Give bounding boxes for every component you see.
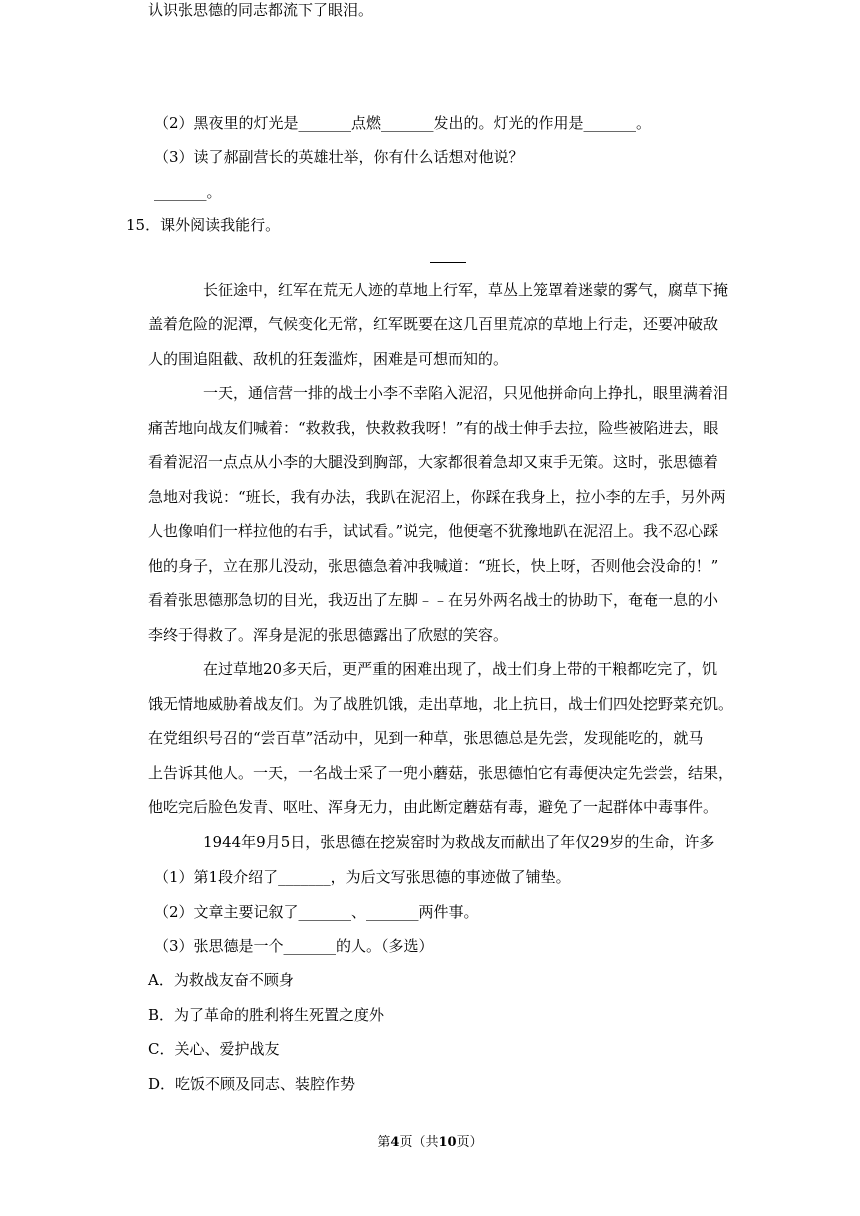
passage-line: 上告诉其他人。一天，一名战士采了一兜小蘑菇，张思德怕它有毒便决定先尝尝，结果， <box>148 764 734 782</box>
passage-line: 痛苦地向战友们喊着：“救救我，快救救我呀！”有的战士伸手去拉，险些被陷进去，眼 <box>148 419 719 437</box>
option-d[interactable]: D．吃饭不顾及同志、装腔作势 <box>148 1075 356 1093</box>
passage-line: 人也像咱们一样拉他的右手，试试看。”说完，他便毫不犹豫地趴在泥沼上。我不忍心踩 <box>148 522 719 540</box>
sub-question: （1）第1段介绍了_______，为后文写张思德的事迹做了铺垫。 <box>154 868 571 886</box>
question-15-heading: 15．课外阅读我能行。 <box>126 216 281 234</box>
passage-line: 他的身子，立在那儿没动，张思德急着冲我喊道：“班长，快上呀，否则他会没命的！” <box>148 557 719 575</box>
passage-line: 1944年9月5日，张思德在挖炭窑时为救战友而献出了年仅29岁的生命，许多 <box>203 833 715 851</box>
passage-line: 人的围追阻截、敌机的狂轰滥炸，困难是可想而知的。 <box>148 350 509 368</box>
footer-prefix: 第 <box>377 1135 391 1150</box>
passage-line: 认识张思德的同志都流下了眼泪。 <box>148 1 374 19</box>
passage-line: 在党组织号召的“尝百草”活动中，见到一种草，张思德总是先尝，发现能吃的，就马 <box>148 729 704 747</box>
passage-line: 长征途中，红军在荒无人迹的草地上行军，草丛上笼罩着迷蒙的雾气，腐草下掩 <box>203 281 729 299</box>
passage-line: 李终于得救了。浑身是泥的张思德露出了欣慰的笑容。 <box>148 626 509 644</box>
sub-question: （3）张思德是一个_______的人。（多选） <box>154 937 434 955</box>
question-14-2: （2）黑夜里的灯光是_______点燃_______发出的。灯光的作用是_______。 <box>154 114 652 132</box>
passage-line: 在过草地20多天后，更严重的困难出现了，战士们身上带的干粮都吃完了，饥 <box>203 660 718 678</box>
footer-mid: 页（共 <box>399 1135 439 1150</box>
passage-title-blank <box>430 262 466 263</box>
question-14-3-answer-blank: _______。 <box>154 183 222 201</box>
passage-line: 看着张思德那急切的目光，我迈出了左脚﹣﹣在另外两名战士的协助下，奄奄一息的小 <box>148 591 719 609</box>
page-footer <box>0 1134 860 1152</box>
footer-total-pages: 10 <box>438 1135 457 1150</box>
passage-line: 盖着危险的泥潭，气候变化无常，红军既要在这几百里荒凉的草地上行走，还要冲破敌 <box>148 315 719 333</box>
passage-line: 一天，通信营一排的战士小李不幸陷入泥沼，只见他拼命向上挣扎，眼里满着泪 <box>203 384 729 402</box>
sub-question: （2）文章主要记叙了_______、_______两件事。 <box>154 903 479 921</box>
passage-line: 看着泥沼一点点从小李的大腿没到胸部，大家都很着急却又束手无策。这时，张思德着 <box>148 453 719 471</box>
footer-suffix: 页） <box>456 1135 483 1150</box>
footer-page-number: 4 <box>390 1135 400 1150</box>
passage-line: 饿无情地威胁着战友们。为了战胜饥饿，走出草地，北上抗日，战士们四处挖野菜充饥。 <box>148 695 734 713</box>
passage-line: 他吃完后脸色发青、呕吐、浑身无力，由此断定蘑菇有毒，避免了一起群体中毒事件。 <box>148 798 719 816</box>
option-c[interactable]: C．关心、爱护战友 <box>148 1040 280 1058</box>
option-b[interactable]: B．为了革命的胜利将生死置之度外 <box>148 1006 385 1024</box>
option-a[interactable]: A．为救战友奋不顾身 <box>148 971 294 989</box>
passage-line: 急地对我说：“班长，我有办法，我趴在泥沼上，你踩在我身上，拉小李的左手，另外两 <box>148 488 726 506</box>
question-14-3: （3）读了郝副营长的英雄壮举，你有什么话想对他说？ <box>154 148 524 166</box>
